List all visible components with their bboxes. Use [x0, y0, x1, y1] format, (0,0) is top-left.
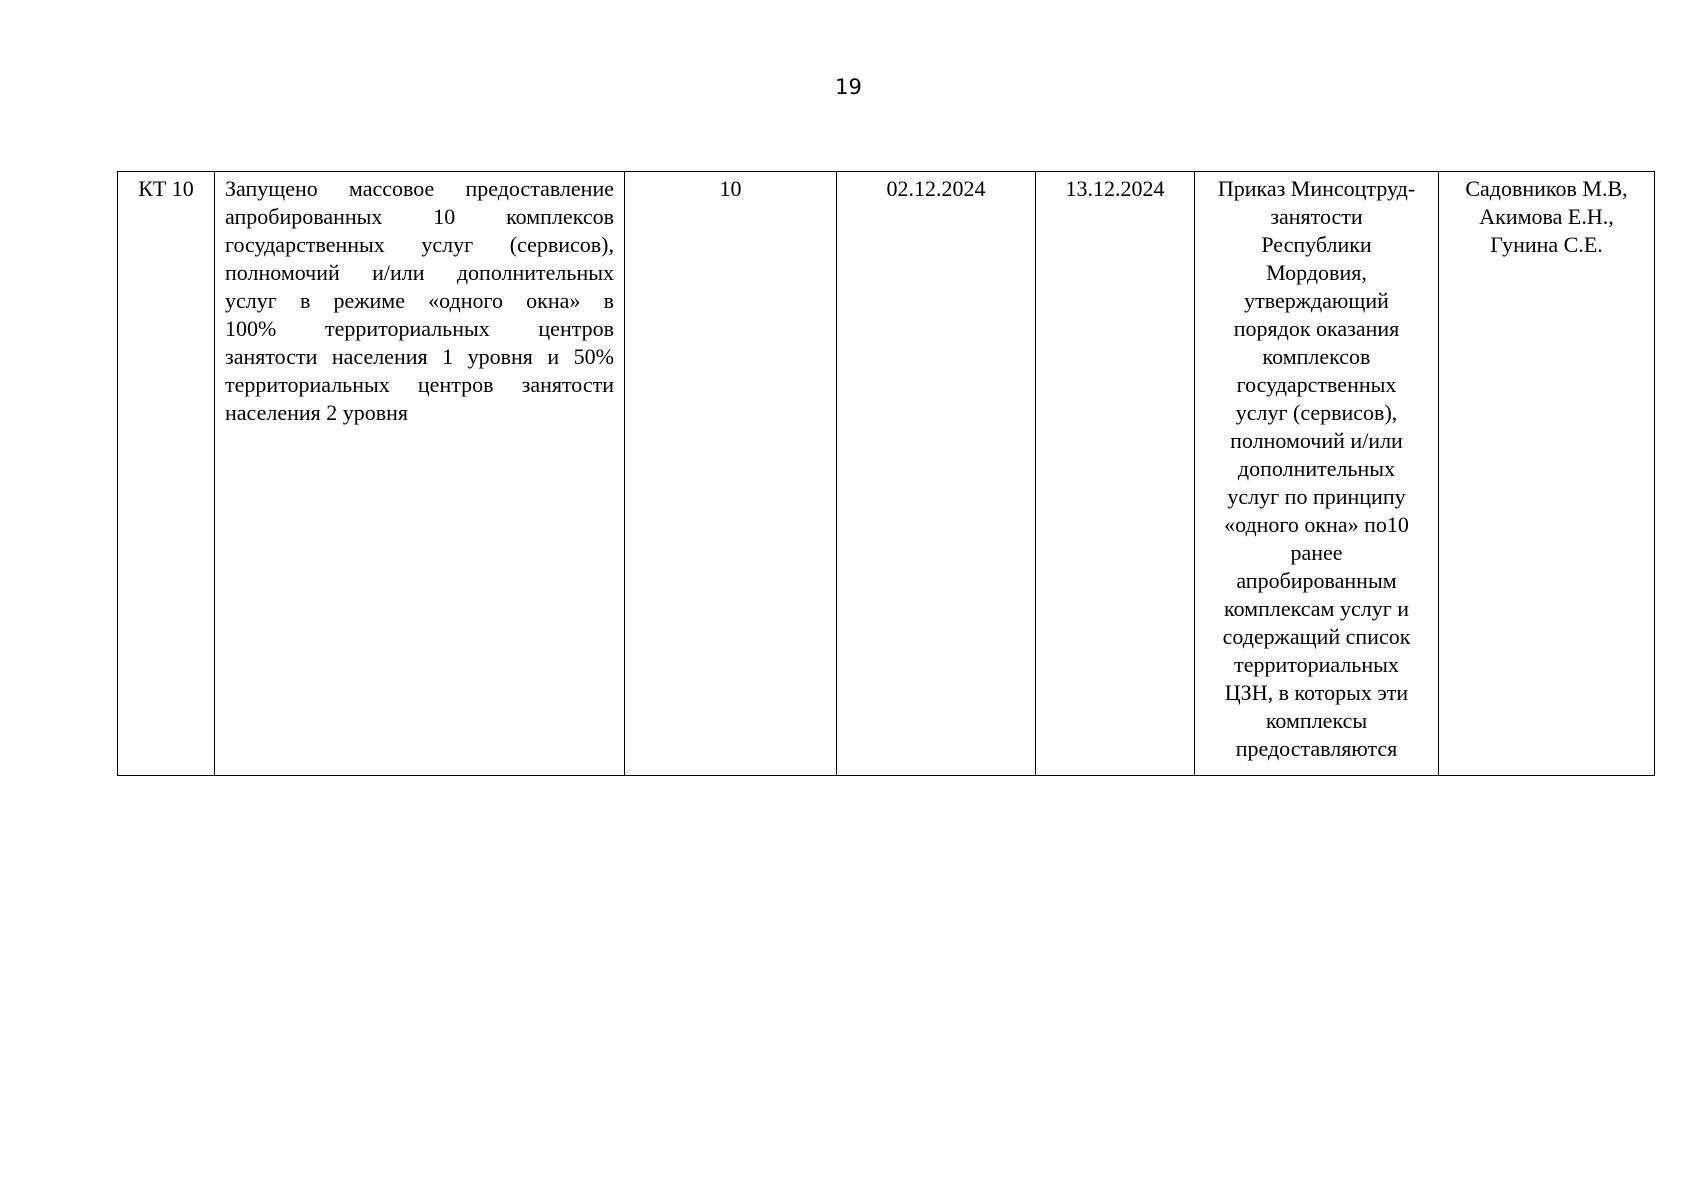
description-line: услуг в режиме «одного окна» в — [225, 288, 614, 313]
responsible-line: Садовников М.В, — [1465, 176, 1628, 201]
document-line: ранее — [1290, 540, 1343, 565]
document-line: ЦЗН, в которых эти — [1224, 680, 1409, 705]
document-line: услуг по принципу — [1227, 484, 1406, 509]
responsible-line: Гунина С.Е. — [1490, 232, 1603, 257]
end-date: 13.12.2024 — [1036, 172, 1195, 776]
description-line: полномочий и/или дополнительных — [225, 260, 614, 285]
document-line: занятости — [1270, 204, 1363, 229]
description-line: 100% территориальных центров — [225, 316, 614, 341]
control-point-description — [215, 172, 625, 776]
responsible-line: Акимова Е.Н., — [1479, 204, 1614, 229]
document-line: «одного окна» по10 — [1224, 512, 1409, 537]
control-points-table — [117, 171, 1655, 776]
document-line: предоставляются — [1235, 736, 1398, 761]
document-line: дополнительных — [1237, 456, 1396, 481]
document-line: Республики — [1261, 232, 1372, 257]
description-line: населения 2 уровня — [225, 400, 409, 425]
description-line: государственных услуг (сервисов), — [225, 232, 614, 257]
document-line: апробированным — [1236, 568, 1397, 593]
document-line: комплексам услуг и — [1224, 596, 1409, 621]
document-line: утверждающий — [1244, 288, 1389, 313]
document-line: порядок оказания — [1233, 316, 1400, 341]
description-line: территориальных центров занятости — [225, 372, 614, 397]
indicator-value: 10 — [625, 172, 837, 776]
document-line: комплексов — [1262, 344, 1371, 369]
responsible-persons — [1439, 172, 1655, 776]
description-line: занятости населения 1 уровня и 50% — [225, 344, 614, 369]
document-line: комплексы — [1265, 708, 1368, 733]
description-line: апробированных 10 комплексов — [225, 204, 614, 229]
document-line: государственных — [1236, 372, 1397, 397]
table-row — [118, 172, 1655, 776]
start-date: 02.12.2024 — [837, 172, 1036, 776]
document-line: территориальных — [1234, 652, 1399, 677]
description-line: Запущено массовое предоставление — [225, 176, 614, 201]
document-line: содержащий список — [1222, 624, 1411, 649]
document-line: полномочий и/или — [1230, 428, 1403, 453]
document-line: услуг (сервисов), — [1235, 400, 1398, 425]
document-line: Приказ Минсоцтруд- — [1217, 176, 1416, 201]
control-point-code: КТ 10 — [118, 172, 215, 776]
page-number: 19 — [835, 75, 862, 99]
document-line: Мордовия, — [1266, 260, 1367, 285]
supporting-document — [1195, 172, 1439, 776]
